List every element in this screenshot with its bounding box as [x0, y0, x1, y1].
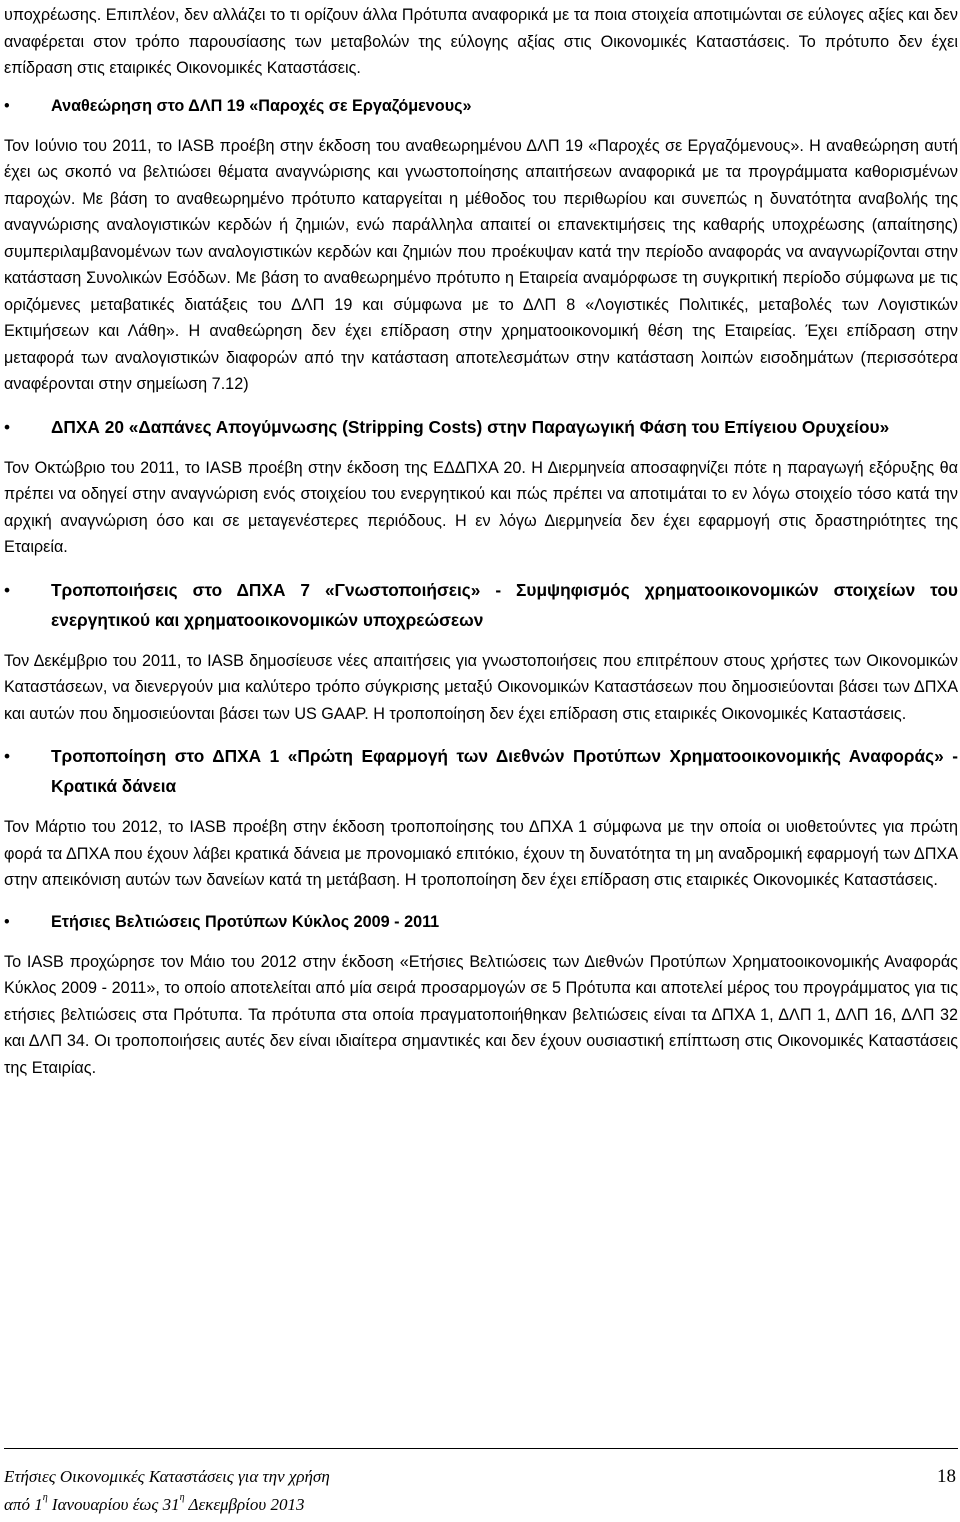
footer-period-part: Ιανουαρίου έως 31 — [47, 1495, 180, 1514]
footer-sup: η — [179, 1492, 185, 1503]
footer-sup: η — [42, 1492, 48, 1503]
bullet-icon: • — [4, 912, 10, 931]
heading-text: Τροποποίηση στο ΔΠΧΑ 1 «Πρώτη Εφαρμογή των Διεθνών Προτύπων Χρηματοοικονομικής Αναφοράς» - Κρατικά δάνεια — [51, 746, 958, 796]
section-heading-ifrs7 — [4, 575, 958, 635]
bullet-icon: • — [4, 746, 11, 766]
section-heading-ifrs1 — [4, 741, 958, 801]
section-body-ifrs7: Τον Δεκέμβριο του 2011, το IASB δημοσίευσε νέες απαιτήσεις για γνωστοποιήσεις που επιτρέπουν στους χρήστες των Οικονομικών Καταστάσεων, να διενεργούν μια καλύτερο τρόπο σύγκρισης μεταξύ Οικονομικών Καταστάσεων που δημοσιεύονται βάσει των ΔΠΧΑ και αυτών που δημοσιεύονται βάσει των US GAAP. Η τροποποίηση δεν έχει επίδραση στις εταιρικές Οικονομικές Καταστάσεις. — [4, 651, 958, 723]
footer-period-part: από 1 — [4, 1495, 43, 1514]
footer-period — [4, 1491, 958, 1519]
section-body-ifric20: Τον Οκτώβριο του 2011, το IASB προέβη στην έκδοση της ΕΔΔΠΧΑ 20. Η Διερμηνεία αποσαφηνίζει πότε η παραγωγή εξόρυξης θα πρέπει να οδηγεί στην αναγνώριση ενός στοιχείου του ενεργητικού και πώς πρέπει να αποτιμάται το εν λόγω στοιχείο τόσο κατά την αρχική αναγνώριση όσο και σε μεταγενέστερες περιόδους. Η εν λόγω Διερμηνεία δεν έχει εφαρμογή στις δραστηριότητες της Εταιρεία. — [4, 458, 958, 556]
section-body-ifrs1: Τον Μάρτιο του 2012, το IASB προέβη στην έκδοση τροποποίησης του ΔΠΧΑ 1 σύμφωνα με την οποία οι υιοθετούντες για πρώτη φορά τα ΔΠΧΑ που έχουν λάβει κρατικά δάνεια με προνομιακό επιτόκιο, έχουν τη δυνατότητα τη μη αναδρομική εφαρμογή των ΔΠΧΑ στην απεικόνιση αυτών των δανείων κατά τη μετάβαση. Η τροποποίηση δεν έχει επίδραση στις εταιρικές Οικονομικές Καταστάσεις. — [4, 818, 958, 889]
heading-text: ΔΠΧΑ 20 «Δαπάνες Απογύμνωσης (Stripping Costs) στην Παραγωγική Φάση του Επίγειου Ορυχείου» — [51, 416, 890, 437]
bullet-icon: • — [4, 579, 11, 600]
section-heading-ias19 — [4, 92, 958, 120]
page-footer — [4, 1448, 958, 1519]
section-heading-annual-improvements — [4, 908, 958, 936]
document-body — [4, 2, 958, 1081]
footer-title: Ετήσιες Οικονομικές Καταστάσεις για την χρήση — [4, 1467, 330, 1486]
page-number: 18 — [937, 1466, 956, 1487]
bullet-icon: • — [4, 96, 10, 115]
heading-text: Ετήσιες Βελτιώσεις Προτύπων Κύκλος 2009 - 2011 — [51, 912, 440, 931]
section-body-annual-improvements: Το IASB προχώρησε τον Μάιο του 2012 στην έκδοση «Ετήσιες Βελτιώσεις των Διεθνών Προτύπων Χρηματοοικονομικής Αναφοράς Κύκλος 2009 - 2011», το οποίο αποτελείται από μία σειρά προσαρμογών σε 5 Πρότυπα και αποτελεί μέρος του προγράμματος για τις ετήσιες βελτιώσεις στα Πρότυπα. Τα πρότυπα στα οποία πραγματοποιήθηκαν βελτιώσεις είναι τα ΔΠΧΑ 1, ΔΛΠ 1, ΔΛΠ 16, ΔΛΠ 32 και ΔΛΠ 34. Οι τροποποιήσεις αυτές δεν είναι ιδιαίτερα σημαντικές και δεν έχουν ουσιαστική επίπτωση στις Οικονομικές Καταστάσεις της Εταιρίας. — [4, 952, 958, 1077]
intro-paragraph: υποχρέωσης. Επιπλέον, δεν αλλάζει το τι ορίζουν άλλα Πρότυπα αναφορικά με τα ποια στοιχεία αποτιμώνται σε εύλογες αξίες και δεν αναφέρεται στον τρόπο παρουσίασης των μεταβολών της εύλογης αξίας στις Οικονομικές Καταστάσεις. Το πρότυπο δεν έχει επίδραση στις εταιρικές Οικονομικές Καταστάσεις. — [4, 6, 958, 77]
footer-period-part: Δεκεμβρίου 2013 — [184, 1495, 305, 1514]
heading-text: Τροποποιήσεις στο ΔΠΧΑ 7 «Γνωστοποιήσεις» - Συμψηφισμός χρηματοοικονομικών στοιχείων του ενεργητικού και χρηματοοικονομικών υποχρεώσεων — [51, 579, 958, 630]
section-body-ias19: Τον Ιούνιο του 2011, το IASB προέβη στην έκδοση του αναθεωρημένου ΔΛΠ 19 «Παροχές σε Εργαζόμενους». Η αναθεώρηση αυτή έχει ως σκοπό να βελτιώσει θέματα αναγνώρισης και γνωστοποίησης απαιτήσεων αναφορικά με τα προγράμματα καθορισμένων παροχών. Με βάση το αναθεωρημένο πρότυπο καταργείται η μέθοδος του περιθωρίου και συνεπώς η δυνατότητα αναβολής της αναγνώρισης αναλογιστικών κερδών ή ζημιών, ενώ παράλληλα απαιτεί οι επανεκτιμήσεις της καθαρής υποχρέωσης (απαίτησης) συμπεριλαμβανομένων των αναλογιστικών κερδών και ζημιών που προέκυψαν κατά την περίοδο αναφοράς να αναγνωρίζονται στην κατάσταση Συνολικών Εσόδων. Με βάση το αναθεωρημένο πρότυπο η Εταιρεία αναμόρφωσε τη συγκριτική περίοδο σύμφωνα με τις οριζόμενες μεταβατικές διατάξεις του ΔΛΠ 19 και σύμφωνα με το ΔΛΠ 8 «Λογιστικές Πολιτικές, μεταβολές των Λογιστικών Εκτιμήσεων και Λάθη». Η αναθεώρηση δεν έχει επίδραση στην χρηματοοικονομική θέση της Εταιρείας. Έχει επίδραση στην μεταφορά των αναλογιστικών διαφορών από την κατάσταση αποτελεσμάτων στην κατάσταση λοιπών εισοδημάτων (περισσότερα αναφέρονται στην σημείωση 7.12) — [4, 136, 958, 393]
bullet-icon: • — [4, 416, 11, 437]
heading-text: Αναθεώρηση στο ΔΛΠ 19 «Παροχές σε Εργαζόμενους» — [51, 96, 472, 115]
section-heading-ifric20 — [4, 412, 958, 442]
